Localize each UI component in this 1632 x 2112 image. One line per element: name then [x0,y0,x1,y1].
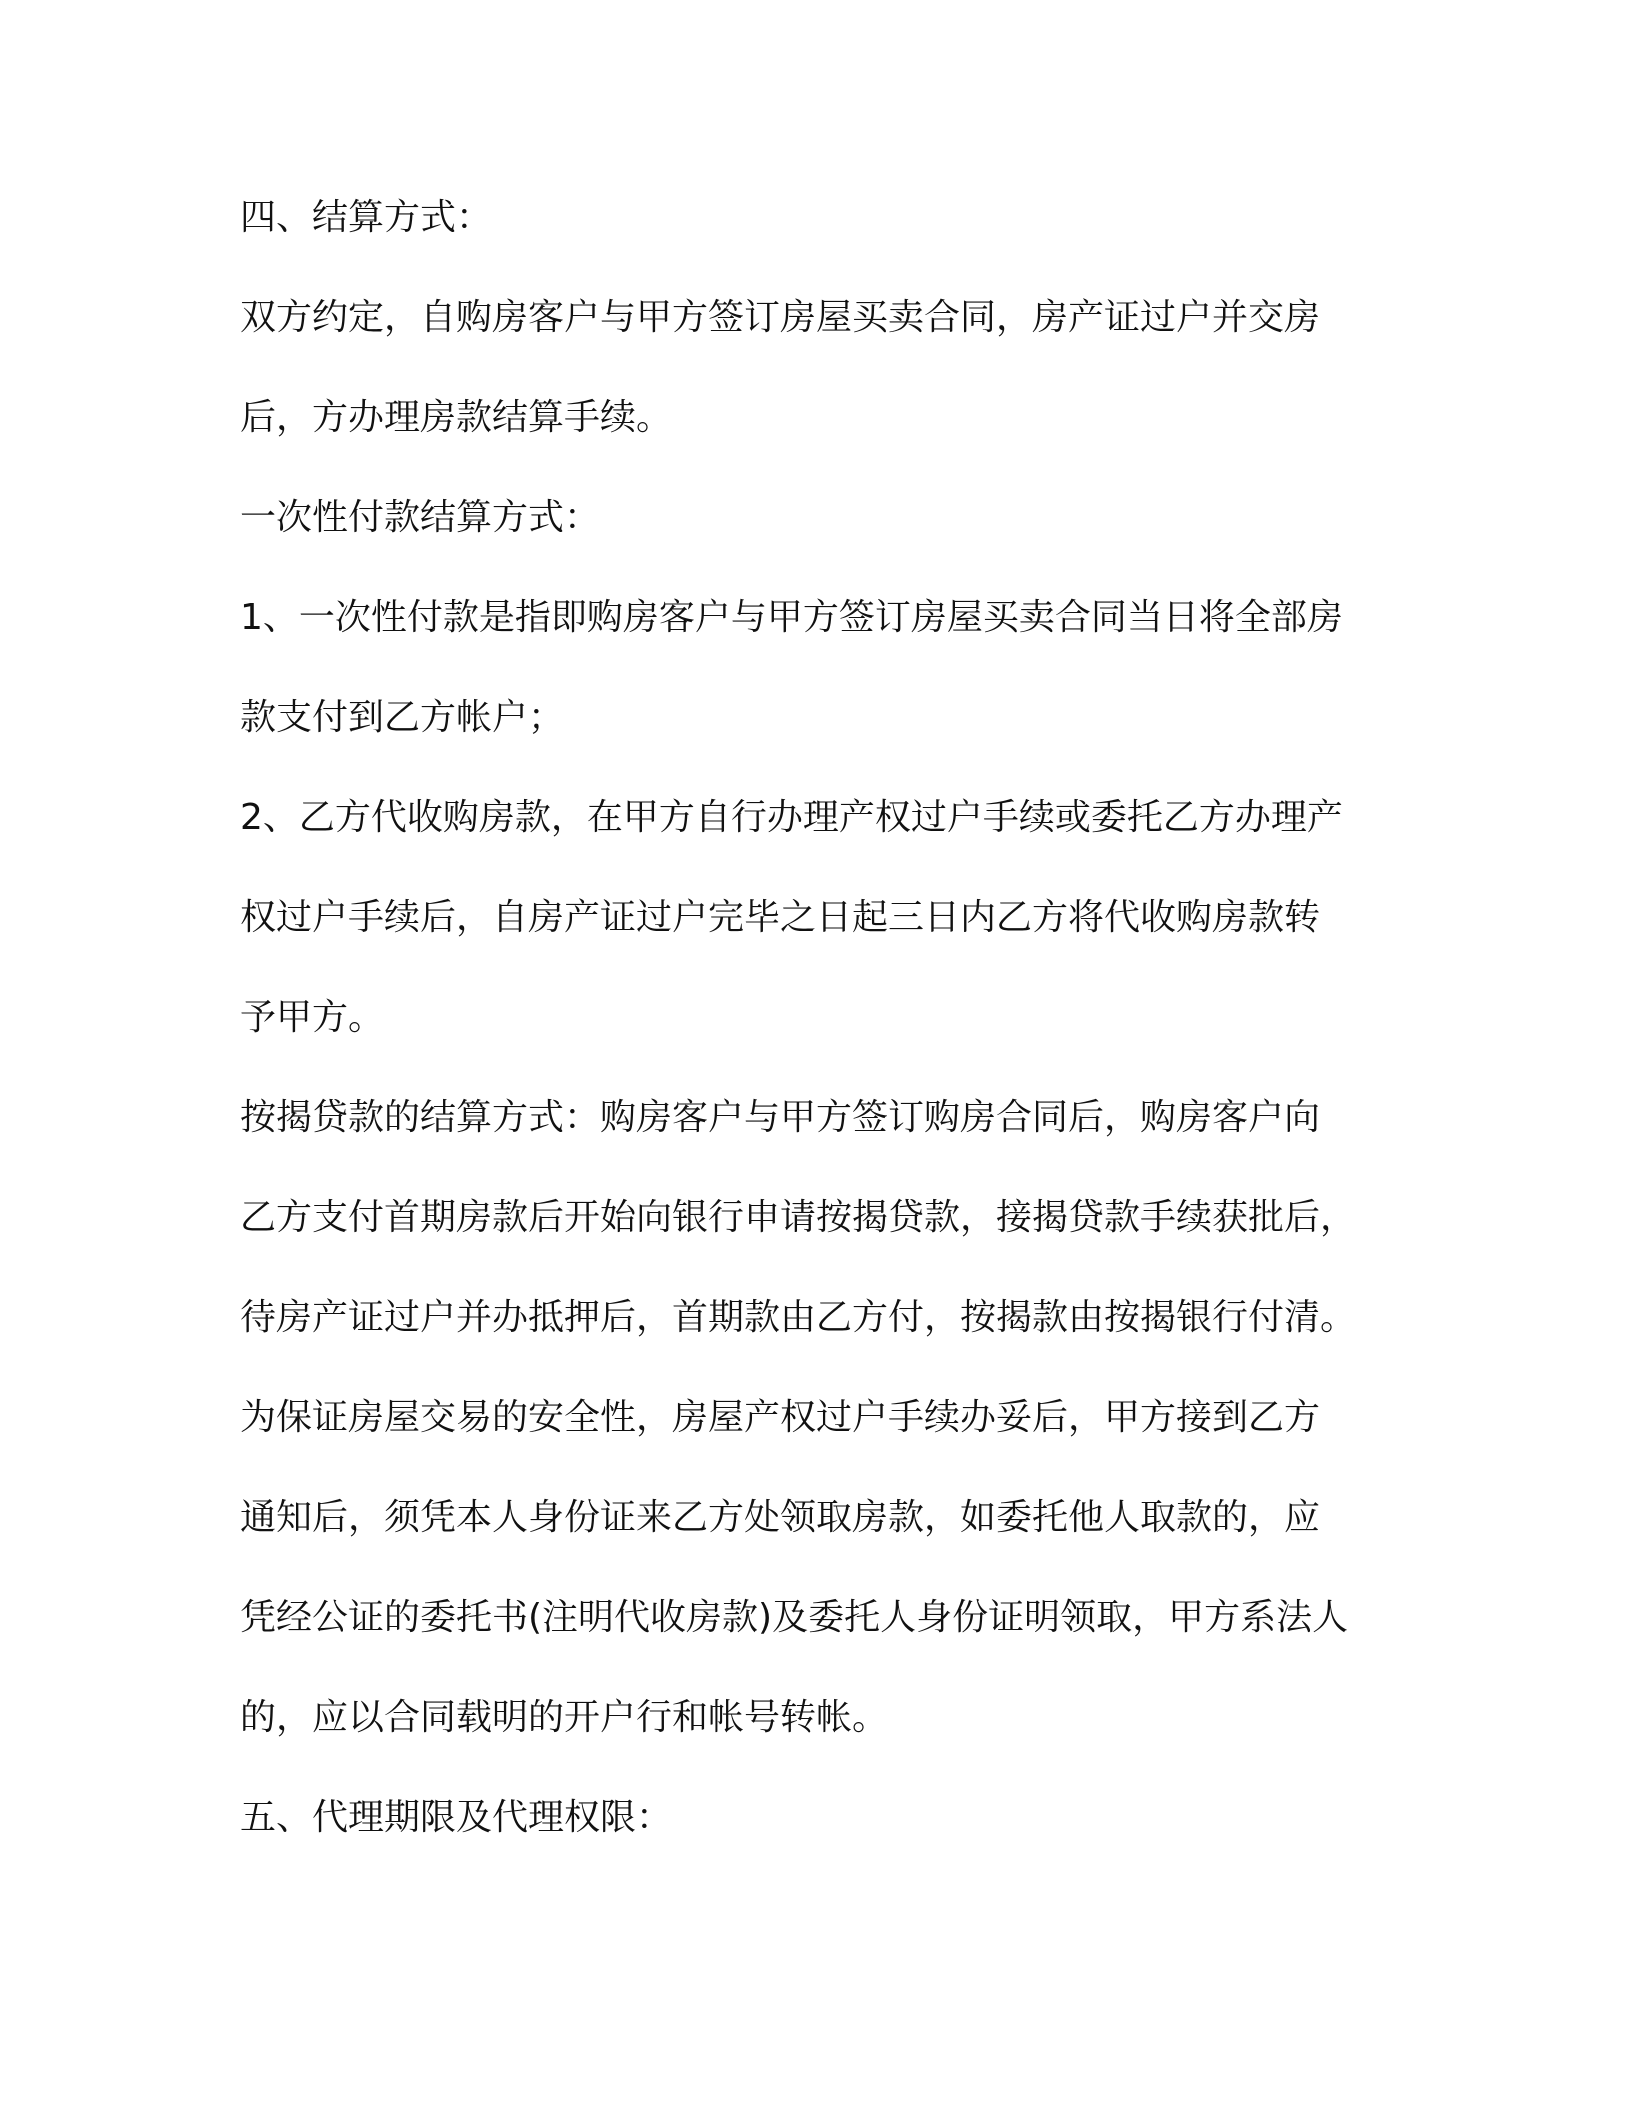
paragraph-line: 予甲方。 [240,997,385,1038]
paragraph-line: 1、一次性付款是指即购房客户与甲方签订房屋买卖合同当日将全部房 [240,597,1343,638]
subheading-lump-sum: 一次性付款结算方式： [240,497,601,538]
paragraph-line: 权过户手续后，自房产证过户完毕之日起三日内乙方将代收购房款转 [240,897,1321,938]
paragraph-line: 待房产证过户并办抵押后，首期款由乙方付，按揭款由按揭银行付清。 [240,1297,1357,1338]
paragraph-line: 后，方办理房款结算手续。 [240,397,673,438]
section-heading-agency-term: 五、代理期限及代理权限： [240,1797,673,1838]
section-heading-settlement: 四、结算方式： [240,197,493,238]
paragraph-line: 凭经公证的委托书(注明代收房款)及委托人身份证明领取，甲方系法人 [240,1597,1349,1638]
paragraph-line: 2、乙方代收购房款，在甲方自行办理产权过户手续或委托乙方办理产 [240,797,1343,838]
paragraph-line: 通知后，须凭本人身份证来乙方处领取房款，如委托他人取款的，应 [240,1497,1321,1538]
paragraph-line: 款支付到乙方帐户； [240,697,565,738]
paragraph-line: 为保证房屋交易的安全性，房屋产权过户手续办妥后，甲方接到乙方 [240,1397,1321,1438]
paragraph-line: 乙方支付首期房款后开始向银行申请按揭贷款，接揭贷款手续获批后， [240,1197,1357,1238]
paragraph-line: 按揭贷款的结算方式：购房客户与甲方签订购房合同后，购房客户向 [240,1097,1321,1138]
paragraph-line: 的，应以合同载明的开户行和帐号转帐。 [240,1697,889,1738]
paragraph-line: 双方约定，自购房客户与甲方签订房屋买卖合同，房产证过户并交房 [240,297,1321,338]
